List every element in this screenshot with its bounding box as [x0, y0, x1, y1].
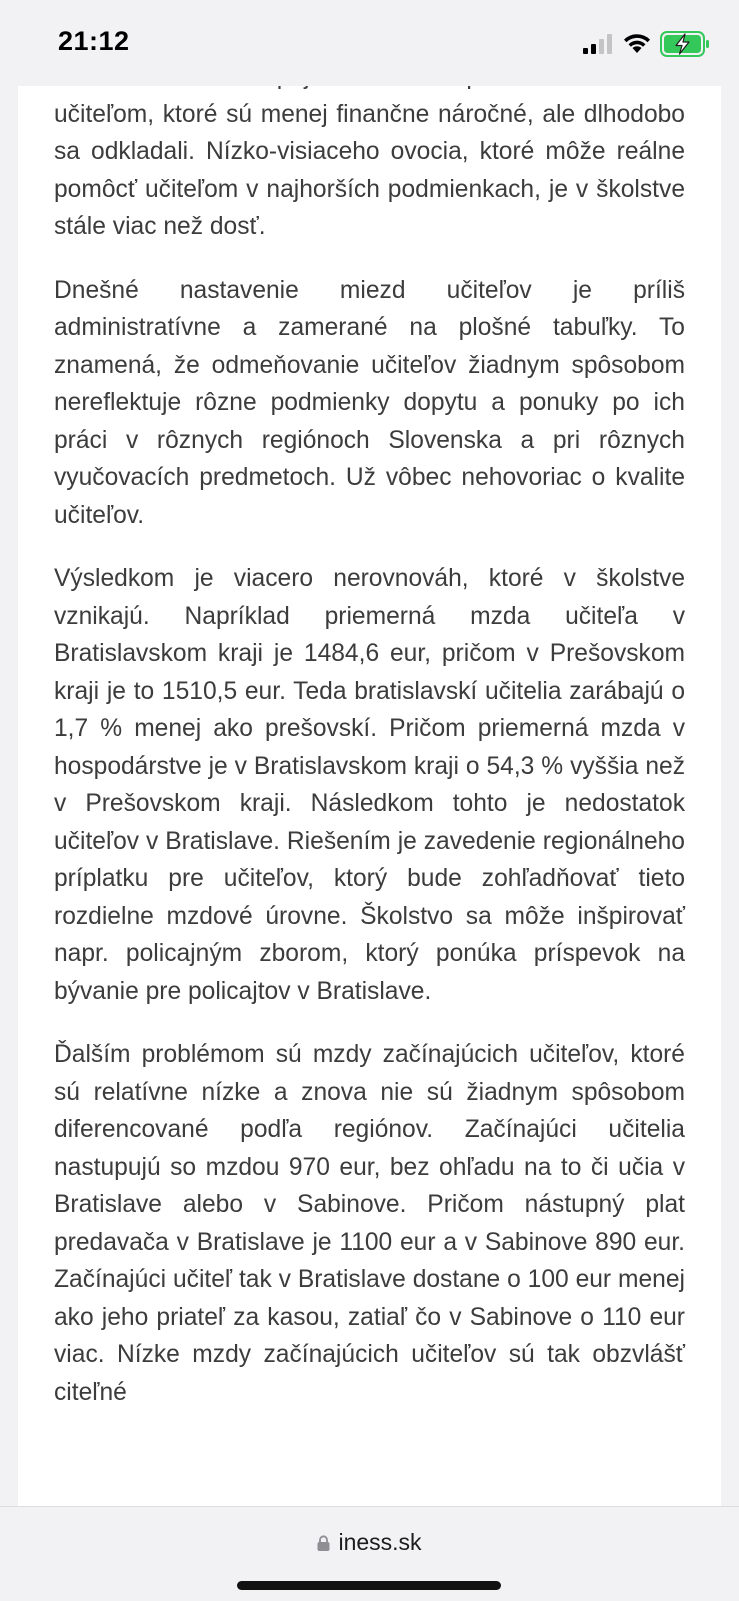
battery-charging-icon — [660, 31, 710, 57]
browser-bottom-bar — [0, 1506, 739, 1601]
cellular-signal-icon — [583, 34, 615, 54]
lock-icon — [317, 1535, 330, 1551]
paragraph-4: Ďalším problémom sú mzdy začínajúcich učiteľov, ktoré sú relatívne nízke a znova nie sú žiadnym spôsobom diferencované podľa regiónov. Začínajúci učitelia nastupujú so mzdou 970 eur, bez ohľadu na to či učia v Bratislave alebo v Sabinove. Pričom nástupný plat predavača v Bratislave je 1100 eur a v Sabinove 890 eur. Začínajúci učiteľ tak v Bratislave dostane o 100 eur menej ako jeho priateľ za kasou, zatiaľ čo v Sabinove o 110 eur viac. Nízke mzdy začínajúcich učiteľov sú tak obzvlášť citeľné — [54, 1041, 685, 1406]
wifi-icon — [622, 32, 652, 54]
home-indicator[interactable] — [237, 1581, 501, 1590]
paragraph-1: učiteľom, ktoré sú menej finančne náročné, ale dlhodobo sa odkladali. Nízko-visiaceho ovocia, ktoré môže reálne pomôcť učiteľom v najhorších podmienkach, je v školstve stále viac než dosť. — [54, 100, 685, 240]
status-time: 21:12 — [58, 26, 130, 56]
article-page[interactable] — [18, 86, 721, 1506]
paragraph-3: Výsledkom je viacero nerovnováh, ktoré v školstve vznikajú. Napríklad priemerná mzda učiteľa v Bratislavskom kraji je 1484,6 eur, pričom v Prešovskom kraji je to 1510,5 eur. Teda bratislavskí učitelia zarábajú o 1,7 % menej ako prešovskí. Pričom priemerná mzda v hospodárstve je v Bratislavskom kraji o 54,3 % vyššia než v Prešovskom kraji. Následkom tohto je nedostatok učiteľov v Bratislave. Riešením je zavedenie regionálneho príplatku pre učiteľov, ktorý bude zohľadňovať tieto rozdielne mzdové úrovne. Školstvo sa môže inšpirovať napr. policajným zborom, ktorý ponúka príspevok na bývanie pre policajtov v Bratislave. — [54, 565, 685, 1005]
address-bar[interactable] — [0, 1529, 739, 1556]
url-text: iness.sk — [338, 1529, 422, 1555]
article-body — [54, 58, 685, 1437]
paragraph-2: Dnešné nastavenie miezd učiteľov je príliš administratívne a zamerané na plošné tabuľky. To znamená, že odmeňovanie učiteľov žiadnym spôsobom nereflektuje rôzne podmienky dopytu a ponuky po ich práci v rôznych regiónoch Slovenska a pri rôznych vyučovacích predmetoch. Už vôbec nehovoriac o kvalite učiteľov. — [54, 276, 685, 529]
status-bar — [0, 0, 739, 86]
